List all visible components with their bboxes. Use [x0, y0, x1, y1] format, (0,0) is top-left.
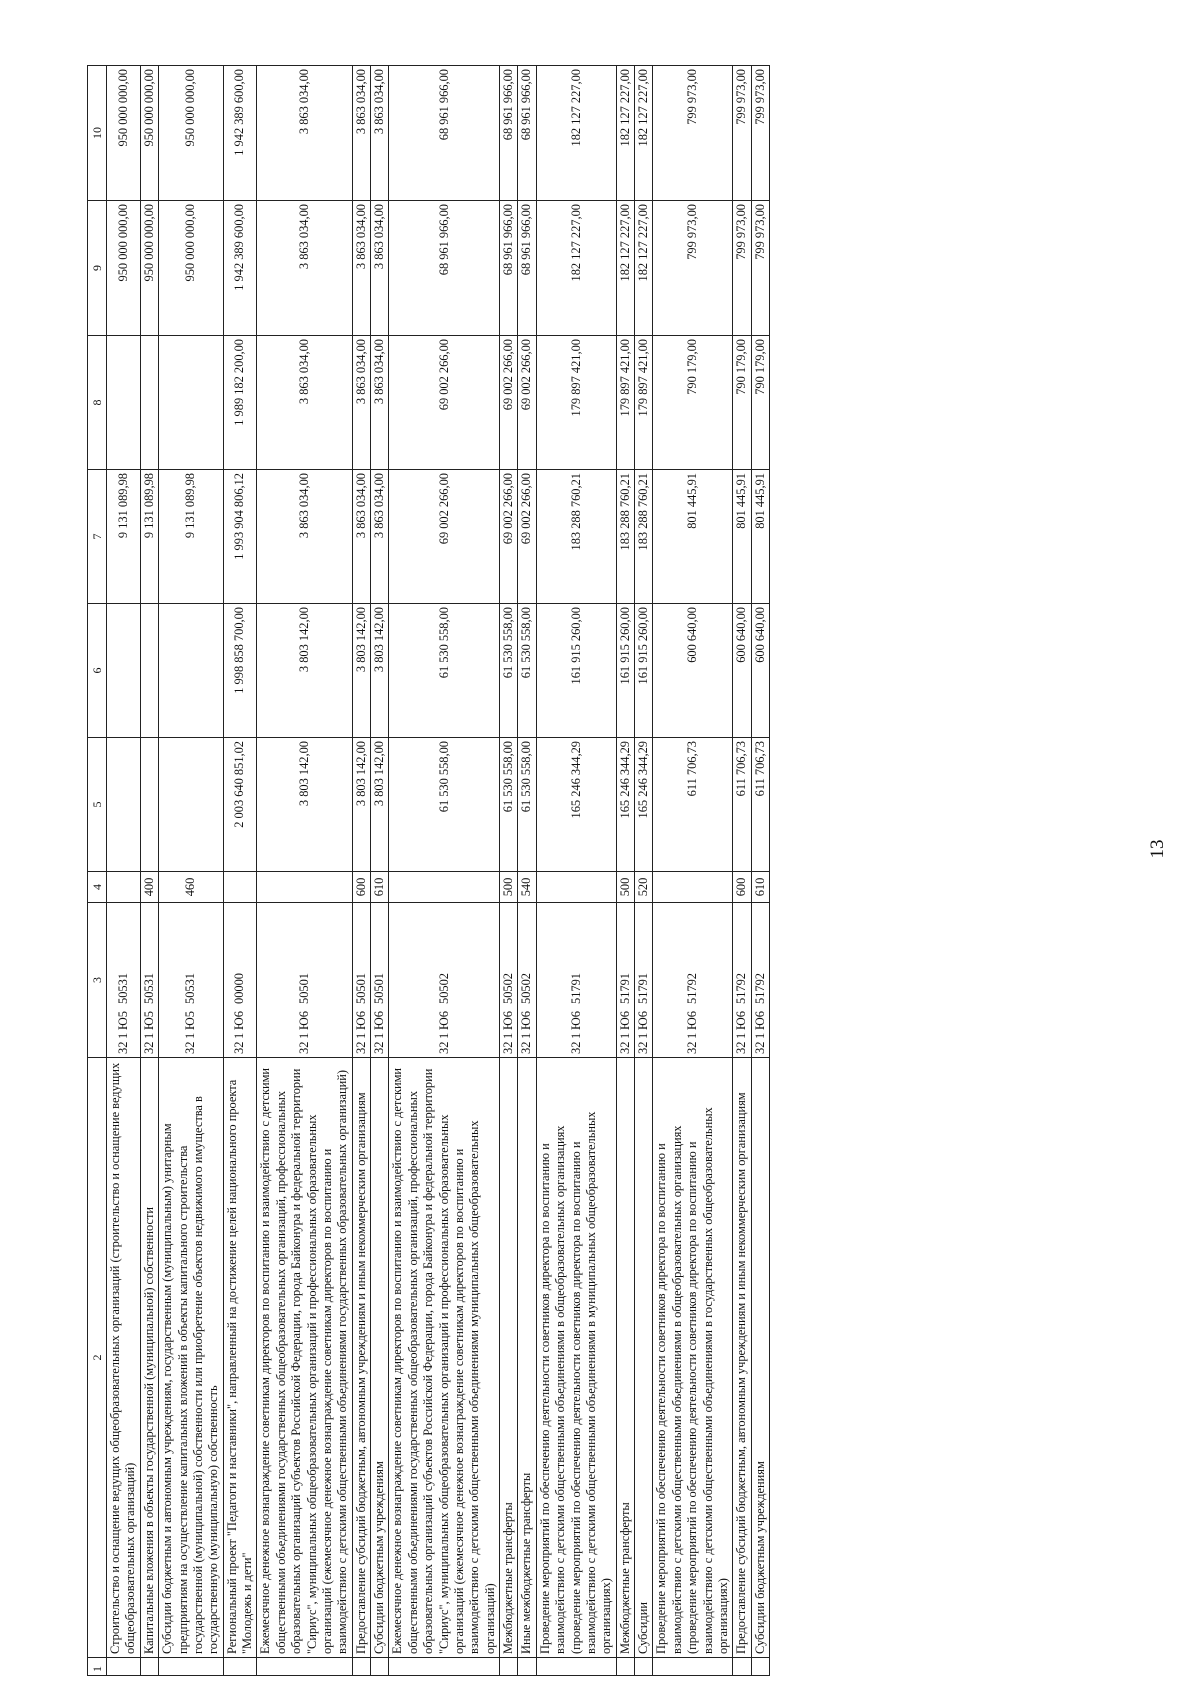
- col-header-3: 3: [88, 903, 107, 1058]
- code-part: Ю6: [568, 1011, 583, 1030]
- table-row: [536, 66, 616, 1676]
- row-value-col8: 69 002 266,00: [518, 336, 536, 470]
- code-part: Ю6: [617, 1011, 632, 1030]
- row-value-col8: 790 179,00: [653, 336, 733, 470]
- row-value-col5: 611 706,73: [733, 738, 751, 872]
- code-part: 32: [501, 1041, 515, 1054]
- table-row: [751, 66, 769, 1676]
- row-value-col6: 600 640,00: [653, 604, 733, 738]
- code-part: 32: [372, 1041, 386, 1054]
- code-part: 1: [183, 1032, 198, 1039]
- row-value-col10: 182 127 227,00: [635, 66, 653, 201]
- row-expense-type: 600: [733, 872, 751, 903]
- table-row: [653, 66, 733, 1676]
- code-part: 32: [568, 1041, 583, 1054]
- code-part: Ю6: [501, 1011, 515, 1030]
- row-value-col7: 69 002 266,00: [518, 470, 536, 604]
- row-value-col10: 3 863 034,00: [257, 66, 352, 201]
- row-expense-type: 610: [751, 872, 769, 903]
- row-value-col5: 61 530 558,00: [500, 738, 518, 872]
- col-header-8: 8: [88, 336, 107, 470]
- row-value-col9: 799 973,00: [733, 201, 751, 336]
- code-part: 00000: [232, 973, 247, 1004]
- row-value-col5: [159, 738, 224, 872]
- row-value-col10: 1 942 389 600,00: [223, 66, 257, 201]
- row-value-col7: 9 131 089,98: [140, 470, 158, 604]
- row-expense-type: 540: [518, 872, 536, 903]
- row-value-col9: 3 863 034,00: [352, 201, 370, 336]
- code-part: 51792: [734, 973, 749, 1004]
- row-value-col6: 61 530 558,00: [518, 604, 536, 738]
- code-part: 32: [617, 1041, 632, 1054]
- row-value-col8: [159, 336, 224, 470]
- row-value-col10: 799 973,00: [733, 66, 751, 201]
- row-index-cell: [518, 1658, 536, 1676]
- row-name: Капитальные вложения в объекты государственной (муниципальной) собственности: [140, 1058, 158, 1658]
- code-part: 51791: [568, 973, 583, 1004]
- row-index-cell: [751, 1658, 769, 1676]
- row-index-cell: [352, 1658, 370, 1676]
- row-value-col9: 68 961 966,00: [389, 201, 500, 336]
- code-part: 1: [501, 1032, 515, 1039]
- code-part: 50501: [353, 973, 368, 1004]
- table-row: [389, 66, 500, 1676]
- code-part: Ю6: [232, 1011, 247, 1030]
- row-value-col7: 183 288 760,21: [616, 470, 634, 604]
- row-value-col6: 3 803 142,00: [371, 604, 389, 738]
- row-name: Проведение мероприятий по обеспечению деятельности советников директора по воспитанию и взаимодействию с детскими общественными объединениями в общеобразовательных организациях (проведение мероприятий по обеспечению деятельности советников директора по воспитанию и взаимодействию с детскими общественными объединениями в государственных общеобразовательных организациях): [653, 1058, 733, 1658]
- row-index-cell: [107, 1658, 141, 1676]
- row-index-cell: [257, 1658, 352, 1676]
- code-part: 50531: [115, 973, 130, 1004]
- code-part: Ю6: [519, 1011, 534, 1030]
- row-value-col10: 182 127 227,00: [536, 66, 616, 201]
- code-part: Ю5: [183, 1011, 198, 1030]
- row-value-col6: 600 640,00: [751, 604, 769, 738]
- row-code: [352, 903, 370, 1058]
- row-value-col9: 799 973,00: [653, 201, 733, 336]
- code-part: 32: [141, 1041, 156, 1054]
- col-header-7: 7: [88, 470, 107, 604]
- row-name: Субсидии бюджетным учреждениям: [371, 1058, 389, 1658]
- row-value-col8: 179 897 421,00: [616, 336, 634, 470]
- row-name: Проведение мероприятий по обеспечению деятельности советников директора по воспитанию и взаимодействию с детскими общественными объединениями в общеобразовательных организациях (проведение мероприятий по обеспечению деятельности советников директора по воспитанию и взаимодействию с детскими общественными объединениями в муниципальных общеобразовательных организациях): [536, 1058, 616, 1658]
- col-header-10: 10: [88, 66, 107, 201]
- row-value-col5: 611 706,73: [751, 738, 769, 872]
- row-value-col7: 3 863 034,00: [352, 470, 370, 604]
- table-row: [371, 66, 389, 1676]
- row-value-col8: [107, 336, 141, 470]
- row-index-cell: [223, 1658, 257, 1676]
- code-part: 32: [685, 1041, 700, 1054]
- row-value-col8: 179 897 421,00: [635, 336, 653, 470]
- row-index-cell: [653, 1658, 733, 1676]
- row-value-col5: 3 803 142,00: [257, 738, 352, 872]
- code-part: 1: [734, 1032, 749, 1039]
- row-value-col6: 600 640,00: [733, 604, 751, 738]
- row-value-col6: 1 998 858 700,00: [223, 604, 257, 738]
- row-value-col9: 1 942 389 600,00: [223, 201, 257, 336]
- table-row: [518, 66, 536, 1676]
- table-row: [733, 66, 751, 1676]
- row-value-col10: 3 863 034,00: [352, 66, 370, 201]
- row-value-col6: 61 530 558,00: [389, 604, 500, 738]
- row-code: [500, 903, 518, 1058]
- row-code: [107, 903, 141, 1058]
- table-row: [107, 66, 141, 1676]
- row-index-cell: [536, 1658, 616, 1676]
- row-value-col7: 183 288 760,21: [635, 470, 653, 604]
- code-part: 50531: [183, 973, 198, 1004]
- row-value-col5: 165 246 344,29: [616, 738, 634, 872]
- row-code: [140, 903, 158, 1058]
- row-value-col6: 61 530 558,00: [500, 604, 518, 738]
- table-body: [107, 66, 770, 1676]
- row-code: [536, 903, 616, 1058]
- row-value-col10: 799 973,00: [653, 66, 733, 201]
- row-value-col9: 182 127 227,00: [536, 201, 616, 336]
- code-part: 1: [436, 1032, 451, 1039]
- row-value-col9: 68 961 966,00: [500, 201, 518, 336]
- code-part: 1: [296, 1032, 311, 1039]
- row-value-col6: 161 915 260,00: [616, 604, 634, 738]
- row-value-col10: 950 000 000,00: [107, 66, 141, 201]
- row-name: Межбюджетные трансферты: [500, 1058, 518, 1658]
- code-part: 50502: [501, 973, 515, 1004]
- code-part: Ю6: [372, 1011, 386, 1030]
- row-value-col10: 799 973,00: [751, 66, 769, 201]
- row-name: Строительство и оснащение ведущих общеобразовательных организаций (строительство и оснащение ведущих общеобразовательных организаций): [107, 1058, 141, 1658]
- row-value-col7: 9 131 089,98: [107, 470, 141, 604]
- row-expense-type: 610: [371, 872, 389, 903]
- col-header-2: 2: [88, 1058, 107, 1658]
- code-part: 32: [734, 1041, 749, 1054]
- row-value-col10: 950 000 000,00: [140, 66, 158, 201]
- row-name: Субсидии бюджетным и автономным учреждениям, государственным (муниципальным) унитарным предприятиям на осуществление капитальных вложений в объекты капитального строительства государственной (муниципальной) собственности или приобретение объектов недвижимого имущества в государственную (муниципальную) собственность: [159, 1058, 224, 1658]
- row-expense-type: [536, 872, 616, 903]
- row-value-col10: 3 863 034,00: [371, 66, 389, 201]
- row-expense-type: 460: [159, 872, 224, 903]
- row-value-col6: [107, 604, 141, 738]
- code-part: 32: [115, 1041, 130, 1054]
- table-row: [635, 66, 653, 1676]
- col-header-4: 4: [88, 872, 107, 903]
- row-name: Предоставление субсидий бюджетным, автономным учреждениям и иным некоммерческим организациям: [733, 1058, 751, 1658]
- budget-table: [87, 65, 770, 1676]
- table-row: [257, 66, 352, 1676]
- row-value-col9: 182 127 227,00: [616, 201, 634, 336]
- row-value-col5: 3 803 142,00: [352, 738, 370, 872]
- row-code: [616, 903, 634, 1058]
- row-value-col5: [107, 738, 141, 872]
- row-index-cell: [500, 1658, 518, 1676]
- row-value-col5: 3 803 142,00: [371, 738, 389, 872]
- row-value-col10: 68 961 966,00: [389, 66, 500, 201]
- row-code: [733, 903, 751, 1058]
- row-value-col8: 790 179,00: [751, 336, 769, 470]
- row-code: [751, 903, 769, 1058]
- row-code: [653, 903, 733, 1058]
- row-code: [389, 903, 500, 1058]
- code-part: 32: [183, 1041, 198, 1054]
- code-part: 1: [372, 1032, 386, 1039]
- row-value-col8: 3 863 034,00: [352, 336, 370, 470]
- row-value-col7: 69 002 266,00: [389, 470, 500, 604]
- row-name: Ежемесячное денежное вознаграждение советникам директоров по воспитанию и взаимодействию с детскими общественными объединениями государственных общеобразовательных организаций, профессиональных образовательных организаций субъектов Российской Федерации, города Байконура и федеральной территории "Сириус", муниципальных общеобразовательных организаций и профессиональных образовательных организаций (ежемесячное денежное вознаграждение советникам директоров по воспитанию и взаимодействию с детскими общественными объединениями муниципальных общеобразовательных организаций): [389, 1058, 500, 1658]
- code-part: 32: [296, 1041, 311, 1054]
- row-index-cell: [616, 1658, 634, 1676]
- row-value-col9: 950 000 000,00: [159, 201, 224, 336]
- code-part: Ю6: [636, 1011, 650, 1030]
- row-value-col5: [140, 738, 158, 872]
- code-part: 1: [232, 1032, 247, 1039]
- row-value-col5: 61 530 558,00: [389, 738, 500, 872]
- row-name: Межбюджетные трансферты: [616, 1058, 634, 1658]
- code-part: 1: [752, 1032, 767, 1039]
- row-expense-type: 500: [500, 872, 518, 903]
- row-value-col5: 61 530 558,00: [518, 738, 536, 872]
- code-part: 51792: [752, 973, 767, 1004]
- code-part: 1: [636, 1032, 650, 1039]
- row-value-col10: 68 961 966,00: [500, 66, 518, 201]
- page-number: 13: [1147, 839, 1168, 859]
- row-code: [257, 903, 352, 1058]
- code-part: Ю6: [296, 1011, 311, 1030]
- table-row: [140, 66, 158, 1676]
- row-code: [518, 903, 536, 1058]
- code-part: Ю6: [353, 1011, 368, 1030]
- row-value-col6: [159, 604, 224, 738]
- row-name: Субсидии бюджетным учреждениям: [751, 1058, 769, 1658]
- row-value-col5: 2 003 640 851,02: [223, 738, 257, 872]
- code-part: Ю6: [734, 1011, 749, 1030]
- row-value-col9: 3 863 034,00: [371, 201, 389, 336]
- code-part: 32: [752, 1041, 767, 1054]
- row-value-col10: 950 000 000,00: [159, 66, 224, 201]
- row-index-cell: [159, 1658, 224, 1676]
- row-name: Ежемесячное денежное вознаграждение советникам директоров по воспитанию и взаимодействию с детскими общественными объединениями государственных общеобразовательных организаций, профессиональных образовательных организаций субъектов Российской Федерации, города Байконура и федеральной территории "Сириус", муниципальных общеобразовательных организаций и профессиональных образовательных организаций (ежемесячное денежное вознаграждение советникам директоров по воспитанию и взаимодействию с детскими общественными объединениями государственных образовательных организаций): [257, 1058, 352, 1658]
- col-header-6: 6: [88, 604, 107, 738]
- row-index-cell: [140, 1658, 158, 1676]
- row-expense-type: [653, 872, 733, 903]
- row-index-cell: [389, 1658, 500, 1676]
- row-code: [371, 903, 389, 1058]
- row-value-col10: 182 127 227,00: [616, 66, 634, 201]
- code-part: 32: [636, 1041, 650, 1054]
- row-expense-type: 520: [635, 872, 653, 903]
- code-part: Ю5: [141, 1011, 156, 1030]
- row-expense-type: 400: [140, 872, 158, 903]
- code-part: 1: [353, 1032, 368, 1039]
- col-header-5: 5: [88, 738, 107, 872]
- code-part: 51791: [617, 973, 632, 1004]
- table-row: [223, 66, 257, 1676]
- row-expense-type: [107, 872, 141, 903]
- row-value-col8: 69 002 266,00: [500, 336, 518, 470]
- row-expense-type: [389, 872, 500, 903]
- row-value-col5: 165 246 344,29: [536, 738, 616, 872]
- row-name: Предоставление субсидий бюджетным, автономным учреждениям и иным некоммерческим организациям: [352, 1058, 370, 1658]
- code-part: 50501: [296, 973, 311, 1004]
- row-value-col7: 9 131 089,98: [159, 470, 224, 604]
- code-part: 51792: [685, 973, 700, 1004]
- row-expense-type: [257, 872, 352, 903]
- row-value-col8: 790 179,00: [733, 336, 751, 470]
- row-code: [159, 903, 224, 1058]
- code-part: 51791: [636, 973, 650, 1004]
- code-part: 1: [519, 1032, 534, 1039]
- row-value-col9: 950 000 000,00: [140, 201, 158, 336]
- code-part: 50501: [372, 973, 386, 1004]
- row-value-col6: 161 915 260,00: [635, 604, 653, 738]
- code-part: Ю6: [436, 1011, 451, 1030]
- row-value-col7: 183 288 760,21: [536, 470, 616, 604]
- row-value-col8: 3 863 034,00: [257, 336, 352, 470]
- col-header-9: 9: [88, 201, 107, 336]
- row-index-cell: [635, 1658, 653, 1676]
- code-part: 1: [685, 1032, 700, 1039]
- row-index-cell: [733, 1658, 751, 1676]
- row-name: Субсидии: [635, 1058, 653, 1658]
- code-part: 32: [436, 1041, 451, 1054]
- code-part: 50531: [141, 973, 156, 1004]
- row-value-col6: 3 803 142,00: [352, 604, 370, 738]
- row-value-col7: 69 002 266,00: [500, 470, 518, 604]
- table-row: [159, 66, 224, 1676]
- row-index-cell: [371, 1658, 389, 1676]
- row-value-col9: 950 000 000,00: [107, 201, 141, 336]
- code-part: 50502: [436, 973, 451, 1004]
- table-row: [616, 66, 634, 1676]
- code-part: Ю5: [115, 1011, 130, 1030]
- row-name: Иные межбюджетные трансферты: [518, 1058, 536, 1658]
- row-value-col8: 179 897 421,00: [536, 336, 616, 470]
- row-value-col6: 161 915 260,00: [536, 604, 616, 738]
- row-value-col8: [140, 336, 158, 470]
- code-part: 32: [232, 1041, 247, 1054]
- row-code: [635, 903, 653, 1058]
- code-part: Ю6: [685, 1011, 700, 1030]
- row-value-col7: 801 445,91: [733, 470, 751, 604]
- row-value-col7: 801 445,91: [653, 470, 733, 604]
- code-part: Ю6: [752, 1011, 767, 1030]
- row-value-col9: 68 961 966,00: [518, 201, 536, 336]
- row-value-col5: 611 706,73: [653, 738, 733, 872]
- row-value-col10: 68 961 966,00: [518, 66, 536, 201]
- code-part: 1: [141, 1032, 156, 1039]
- row-value-col7: 1 993 904 806,12: [223, 470, 257, 604]
- row-value-col9: 799 973,00: [751, 201, 769, 336]
- row-value-col7: 3 863 034,00: [257, 470, 352, 604]
- col-header-1: 1: [88, 1658, 107, 1676]
- row-name: Региональный проект "Педагоги и наставники", направленный на достижение целей национального проекта "Молодежь и дети": [223, 1058, 257, 1658]
- row-value-col8: 1 989 182 200,00: [223, 336, 257, 470]
- code-part: 1: [617, 1032, 632, 1039]
- row-value-col8: 69 002 266,00: [389, 336, 500, 470]
- column-number-row: [88, 66, 107, 1676]
- row-value-col7: 3 863 034,00: [371, 470, 389, 604]
- code-part: 32: [519, 1041, 534, 1054]
- row-value-col6: 3 803 142,00: [257, 604, 352, 738]
- table-row: [500, 66, 518, 1676]
- code-part: 50502: [519, 973, 534, 1004]
- row-expense-type: [223, 872, 257, 903]
- code-part: 1: [568, 1032, 583, 1039]
- row-expense-type: 600: [352, 872, 370, 903]
- row-code: [223, 903, 257, 1058]
- table-row: [352, 66, 370, 1676]
- row-value-col8: 3 863 034,00: [371, 336, 389, 470]
- code-part: 1: [115, 1032, 130, 1039]
- row-value-col7: 801 445,91: [751, 470, 769, 604]
- code-part: 32: [353, 1041, 368, 1054]
- row-value-col9: 3 863 034,00: [257, 201, 352, 336]
- row-value-col9: 182 127 227,00: [635, 201, 653, 336]
- row-value-col6: [140, 604, 158, 738]
- row-value-col5: 165 246 344,29: [635, 738, 653, 872]
- row-expense-type: 500: [616, 872, 634, 903]
